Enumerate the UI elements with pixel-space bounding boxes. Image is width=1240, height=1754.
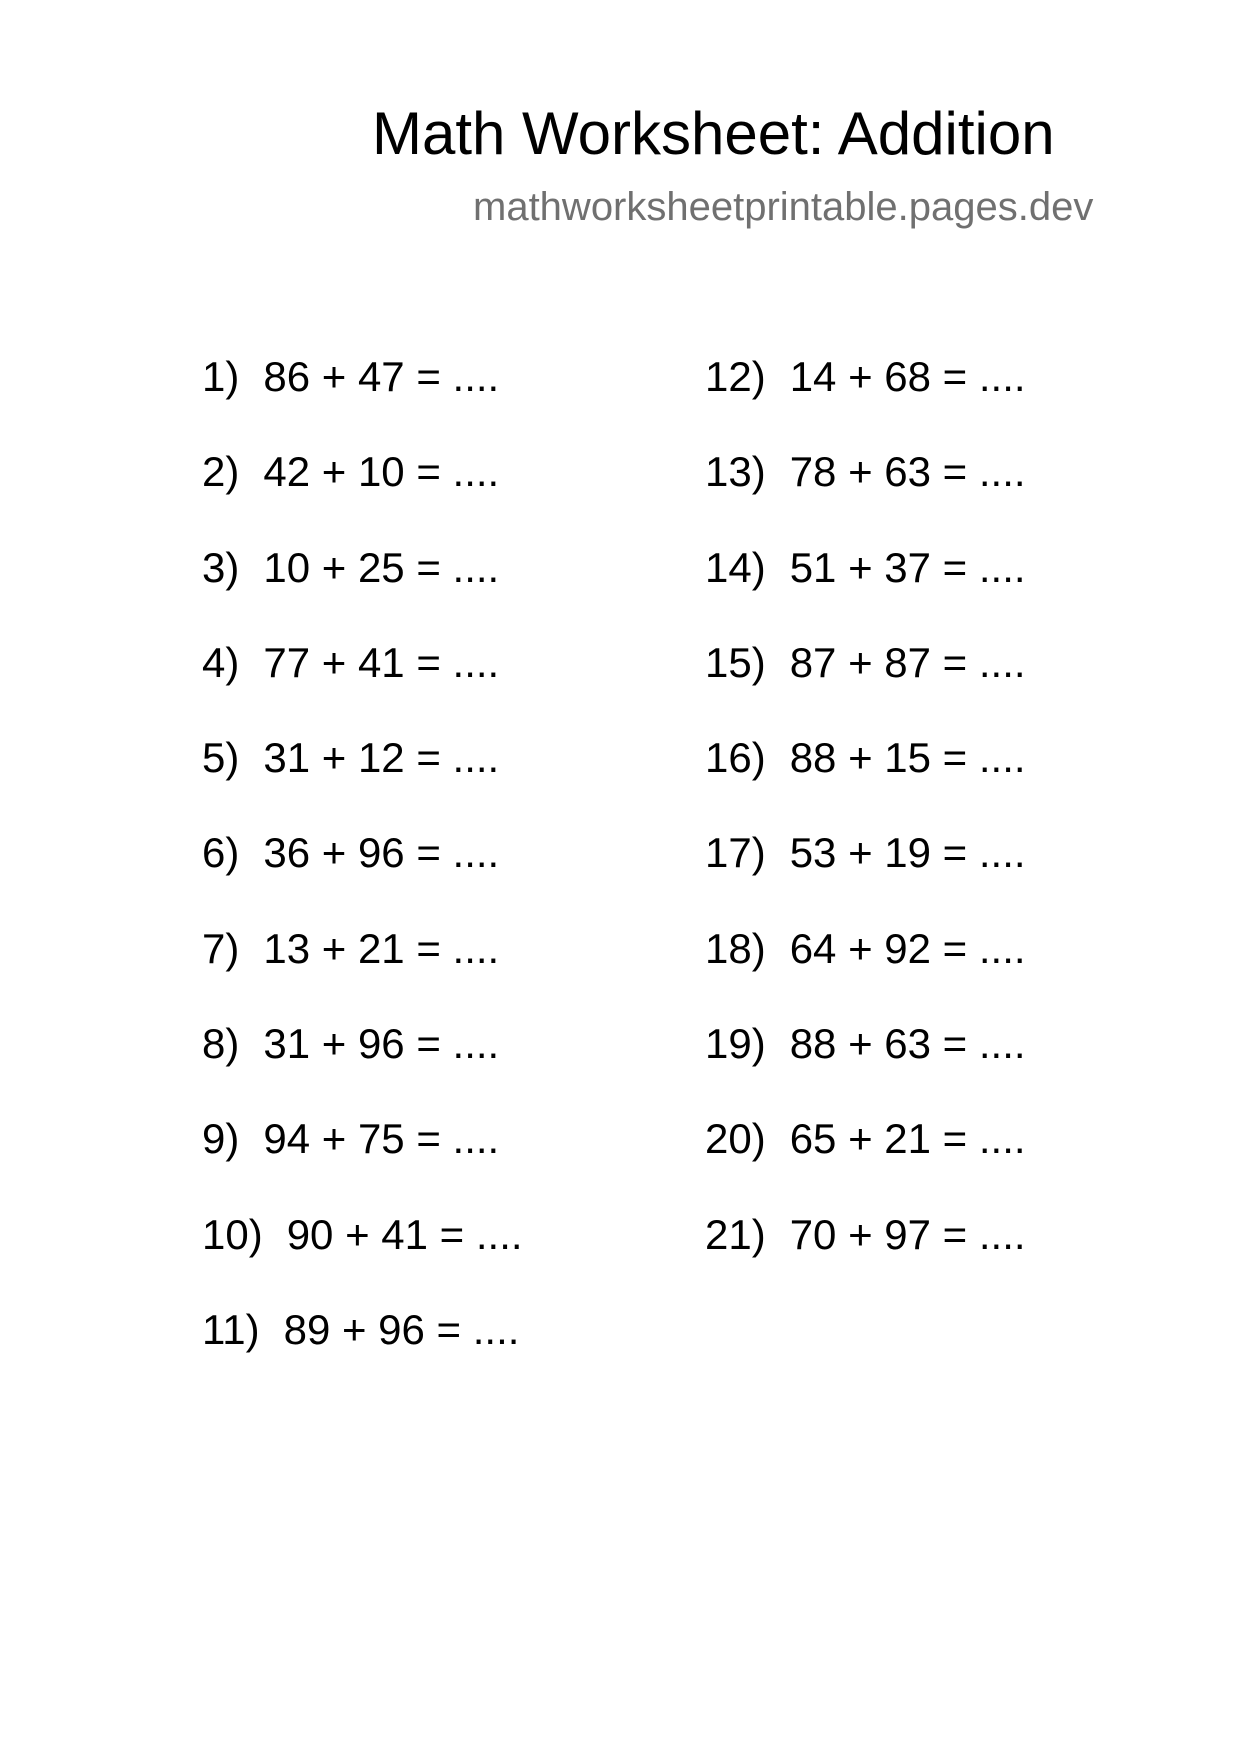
problem-number: 14): [705, 543, 766, 591]
problem-expression: 88 + 63 = ....: [789, 1020, 1026, 1068]
problem-13: [705, 447, 1026, 542]
problem-17: [705, 828, 1026, 923]
problem-16: [705, 733, 1026, 828]
problem-number: 18): [705, 924, 766, 972]
problem-expression: 36 + 96 = ....: [263, 829, 500, 877]
problem-number: 3): [202, 543, 240, 591]
problem-number: 13): [705, 448, 766, 496]
problem-expression: 94 + 75 = ....: [263, 1115, 500, 1163]
problem-8: [202, 1019, 523, 1114]
problem-number: 2): [202, 448, 240, 496]
problem-expression: 51 + 37 = ....: [789, 543, 1026, 591]
problem-expression: 31 + 12 = ....: [263, 734, 500, 782]
problem-10: [202, 1210, 523, 1305]
problem-19: [705, 1019, 1026, 1114]
problem-expression: 53 + 19 = ....: [789, 829, 1026, 877]
problem-number: 5): [202, 734, 240, 782]
problem-15: [705, 638, 1026, 733]
problem-number: 4): [202, 638, 240, 686]
problem-expression: 14 + 68 = ....: [789, 353, 1026, 400]
problem-expression: 87 + 87 = ....: [789, 638, 1026, 686]
problem-number: 19): [705, 1020, 766, 1068]
page-title: Math Worksheet: Addition: [372, 100, 1055, 167]
problem-expression: 13 + 21 = ....: [263, 924, 500, 972]
problem-14: [705, 543, 1026, 638]
problem-number: 11): [202, 1305, 260, 1353]
problem-number: 20): [705, 1115, 766, 1163]
problem-column-left: [202, 352, 523, 1400]
problem-expression: 65 + 21 = ....: [789, 1115, 1026, 1163]
problem-number: 9): [202, 1115, 240, 1163]
problem-number: 17): [705, 829, 766, 877]
problem-11: [202, 1305, 523, 1400]
site-url: mathworksheetprintable.pages.dev: [473, 185, 1094, 229]
problem-number: 15): [705, 638, 766, 686]
problem-number: 10): [202, 1210, 263, 1258]
problem-expression: 86 + 47 = ....: [263, 353, 500, 400]
problem-number: 7): [202, 924, 240, 972]
problem-3: [202, 543, 523, 638]
problem-20: [705, 1114, 1026, 1209]
problem-column-right: [705, 352, 1026, 1305]
problem-number: 16): [705, 734, 766, 782]
problem-expression: 78 + 63 = ....: [789, 448, 1026, 496]
problem-12: [705, 352, 1026, 447]
problem-number: 21): [705, 1210, 766, 1258]
problem-6: [202, 828, 523, 923]
problem-expression: 89 + 96 = ....: [283, 1305, 520, 1353]
problem-4: [202, 638, 523, 733]
problem-number: 1): [202, 353, 240, 400]
problem-1: [202, 352, 523, 447]
problem-9: [202, 1114, 523, 1209]
problem-number: 8): [202, 1020, 240, 1068]
problem-expression: 70 + 97 = ....: [789, 1210, 1026, 1258]
problem-number: 6): [202, 829, 240, 877]
problem-18: [705, 924, 1026, 1019]
problem-expression: 88 + 15 = ....: [789, 734, 1026, 782]
problem-7: [202, 924, 523, 1019]
problem-expression: 90 + 41 = ....: [286, 1210, 523, 1258]
problem-21: [705, 1210, 1026, 1305]
problem-expression: 42 + 10 = ....: [263, 448, 500, 496]
problem-5: [202, 733, 523, 828]
problem-expression: 10 + 25 = ....: [263, 543, 500, 591]
problem-expression: 31 + 96 = ....: [263, 1020, 500, 1068]
problem-number: 12): [705, 353, 766, 400]
problem-2: [202, 447, 523, 542]
problem-expression: 64 + 92 = ....: [789, 924, 1026, 972]
problem-expression: 77 + 41 = ....: [263, 638, 500, 686]
